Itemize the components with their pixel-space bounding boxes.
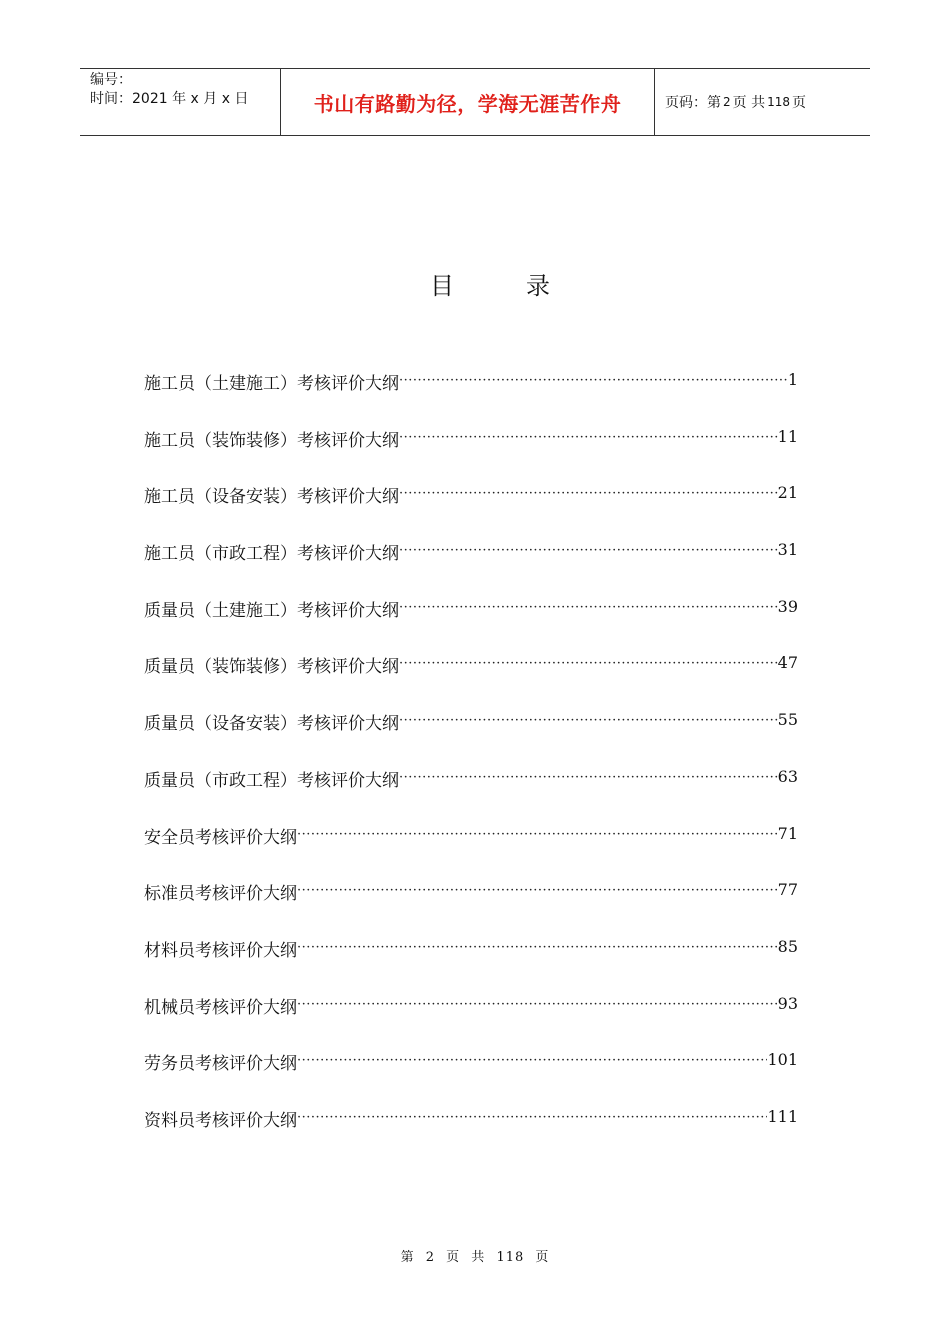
toc-entry[interactable] bbox=[144, 538, 798, 595]
footer-mid2: 共 bbox=[471, 1250, 486, 1265]
toc-entry-label: 标准员考核评价大纲 bbox=[144, 884, 297, 905]
toc-entry[interactable] bbox=[144, 481, 798, 538]
page-mid: 页 共 bbox=[732, 95, 766, 111]
toc-entry-page: 71 bbox=[777, 823, 798, 843]
header-page-info bbox=[655, 69, 870, 135]
footer-pre: 第 bbox=[400, 1250, 415, 1265]
toc-entry-page: 93 bbox=[777, 993, 798, 1013]
toc-entry[interactable] bbox=[144, 1048, 798, 1105]
toc-entry-label: 质量员（设备安装）考核评价大纲 bbox=[144, 714, 399, 735]
motto: 书山有路勤为径，学海无涯苦作舟 bbox=[313, 91, 622, 116]
toc-entry[interactable] bbox=[144, 708, 798, 765]
footer-current: 2 bbox=[425, 1250, 435, 1265]
time-label: 时间：2021 年 x 月 x 日 bbox=[90, 91, 249, 107]
toc-leader-dots bbox=[399, 425, 778, 450]
toc-entry[interactable] bbox=[144, 368, 798, 425]
toc-leader-dots bbox=[399, 481, 778, 506]
toc-entry-page: 39 bbox=[777, 596, 798, 616]
toc-leader-dots bbox=[399, 765, 778, 790]
toc-entry-page: 47 bbox=[777, 653, 798, 673]
toc-leader-dots bbox=[297, 1048, 767, 1073]
page-total: 118 bbox=[767, 95, 790, 109]
page-suffix: 页 bbox=[792, 95, 806, 111]
toc-leader-dots bbox=[297, 992, 778, 1017]
toc-list bbox=[144, 368, 798, 1162]
toc-entry-page: 21 bbox=[777, 483, 798, 503]
toc-entry[interactable] bbox=[144, 878, 798, 935]
toc-entry-label: 质量员（土建施工）考核评价大纲 bbox=[144, 600, 399, 621]
toc-entry-label: 施工员（装饰装修）考核评价大纲 bbox=[144, 430, 399, 451]
header-meta bbox=[80, 69, 281, 135]
toc-entry[interactable] bbox=[144, 765, 798, 822]
toc-entry[interactable] bbox=[144, 1105, 798, 1162]
toc-entry[interactable] bbox=[144, 595, 798, 652]
toc-title bbox=[0, 266, 950, 301]
toc-title-part2: 录 bbox=[526, 272, 550, 300]
toc-leader-dots bbox=[297, 1105, 767, 1130]
toc-entry[interactable] bbox=[144, 651, 798, 708]
toc-leader-dots bbox=[399, 595, 778, 620]
toc-entry-label: 施工员（土建施工）考核评价大纲 bbox=[144, 374, 399, 394]
footer-total: 118 bbox=[496, 1250, 525, 1265]
page-prefix: 页码：第 bbox=[665, 95, 721, 111]
toc-entry[interactable] bbox=[144, 992, 798, 1049]
toc-title-part1: 目 bbox=[430, 272, 454, 300]
toc-leader-dots bbox=[297, 878, 778, 903]
toc-entry-label: 劳务员考核评价大纲 bbox=[144, 1054, 297, 1075]
toc-entry-label: 资料员考核评价大纲 bbox=[144, 1110, 297, 1131]
toc-entry-label: 质量员（市政工程）考核评价大纲 bbox=[144, 770, 399, 791]
toc-leader-dots bbox=[297, 935, 778, 960]
toc-entry-page: 55 bbox=[777, 710, 798, 730]
toc-entry-label: 质量员（装饰装修）考核评价大纲 bbox=[144, 657, 399, 678]
toc-entry-page: 31 bbox=[777, 540, 798, 560]
toc-leader-dots bbox=[297, 822, 778, 847]
toc-entry-page: 11 bbox=[777, 426, 798, 446]
toc-entry-label: 材料员考核评价大纲 bbox=[144, 940, 297, 961]
toc-entry-page: 101 bbox=[767, 1050, 798, 1070]
toc-leader-dots bbox=[399, 651, 778, 676]
toc-leader-dots bbox=[399, 368, 788, 393]
toc-entry-page: 77 bbox=[777, 880, 798, 900]
toc-entry[interactable] bbox=[144, 425, 798, 482]
toc-entry-label: 施工员（设备安装）考核评价大纲 bbox=[144, 487, 399, 508]
toc-entry-label: 安全员考核评价大纲 bbox=[144, 827, 297, 848]
page-footer bbox=[0, 1246, 950, 1265]
toc-entry-page: 63 bbox=[777, 766, 798, 786]
toc-leader-dots bbox=[399, 708, 778, 733]
toc-entry[interactable] bbox=[144, 935, 798, 992]
toc-entry-label: 机械员考核评价大纲 bbox=[144, 997, 297, 1018]
toc-entry-page: 111 bbox=[767, 1106, 798, 1126]
toc-entry-label: 施工员（市政工程）考核评价大纲 bbox=[144, 544, 399, 565]
header-motto-cell bbox=[281, 69, 655, 135]
page-current: 2 bbox=[723, 95, 731, 109]
footer-post: 页 bbox=[535, 1250, 550, 1265]
toc-entry[interactable] bbox=[144, 822, 798, 879]
toc-leader-dots bbox=[399, 538, 778, 563]
serial-label: 编号： bbox=[90, 72, 132, 88]
page-header bbox=[80, 68, 870, 136]
toc-entry-page: 1 bbox=[787, 370, 798, 389]
footer-mid1: 页 bbox=[446, 1250, 461, 1265]
toc-entry-page: 85 bbox=[777, 936, 798, 956]
